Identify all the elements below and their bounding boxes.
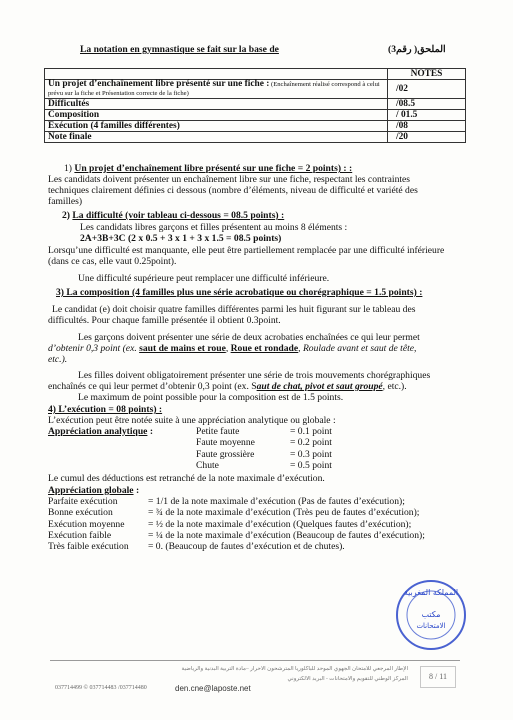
- difficulty-formula: 2A+3B+3C (2 x 0.5 + 3 x 1 + 3 x 1.5 = 08.5 points): [80, 233, 282, 244]
- section-1-text: Les candidats doivent présenter un enchaînement libre sur une fiche, respectant les contraintes: [48, 174, 411, 185]
- section-3-text: Le candidat (e) doit choisir quatre familles différentes parmi les huit figurant sur le tableau des: [52, 304, 416, 315]
- section-2-title: 2) La difficulté (voir tableau ci-dessous = 08.5 points) :: [62, 210, 285, 221]
- table-row: [45, 80, 466, 99]
- section-4-text: Le cumul des déductions est retranché de la note maximale d’exécution.: [48, 473, 325, 484]
- row-value: /08: [388, 121, 466, 132]
- fault-name: Chute: [196, 460, 219, 471]
- footer-line-2: المركز الوطني للتقويم والامتحانات - البريد الالكتروني: [287, 676, 408, 682]
- footer-email: den.cne@laposte.net: [175, 684, 251, 693]
- row-label: Difficultés: [45, 99, 388, 110]
- section-3-text: d’obtenir 0,3 point (ex. saut de mains et roue, Roue et rondade, Roulade avant et saut de tête,: [48, 343, 417, 354]
- row-label: Note finale: [45, 132, 388, 143]
- footer-divider: [50, 660, 460, 661]
- fault-name: Petite faute: [196, 426, 240, 437]
- table-row: [45, 110, 466, 121]
- section-2-text: (dans ce cas, elle vaut 0.25point).: [48, 256, 177, 267]
- row-value: /08.5: [388, 99, 466, 110]
- section-3-text: Les garçons doivent présenter une série de deux acrobaties enchaînées ce qui leur permet: [78, 332, 420, 343]
- global-value: = ½ de la note maximale d’exécution (Quelques fautes d’exécution);: [148, 519, 412, 530]
- fault-value: = 0.5 point: [290, 460, 332, 471]
- fault-name: Faute grossière: [196, 449, 255, 460]
- table-row: [45, 121, 466, 132]
- stamp-text-top: المملكة المغربية: [403, 588, 459, 597]
- section-1-text: familles): [48, 196, 83, 207]
- row-label: Exécution (4 familles différentes): [45, 121, 388, 132]
- page-number: 8 / 11: [420, 666, 456, 688]
- row-value: / 01.5: [388, 110, 466, 121]
- global-name: Bonne exécution: [48, 507, 113, 518]
- table-row: [45, 99, 466, 110]
- global-name: Très faible exécution: [48, 541, 129, 552]
- fault-name: Faute moyenne: [196, 437, 255, 448]
- global-value: = 0. (Beaucoup de fautes d’exécution et de chutes).: [148, 541, 345, 552]
- section-2-text: Une difficulté supérieure peut remplacer une difficulté inférieure.: [78, 273, 330, 284]
- section-3-text: etc.).: [48, 354, 68, 365]
- section-2-text: Lorsqu’une difficulté est manquante, elle peut être partiellement remplacée par une difficulté inférieure: [48, 245, 445, 256]
- row-label: Composition: [45, 110, 388, 121]
- fault-value: = 0.3 point: [290, 449, 332, 460]
- section-3-title: 3) La composition (4 familles plus une série acrobatique ou chorégraphique = 1.5 points) :: [56, 287, 423, 298]
- table-row: [45, 132, 466, 143]
- fault-value: = 0.2 point: [290, 437, 332, 448]
- section-2-text: Les candidats libres garçons et filles présentent au moins 8 éléments :: [80, 222, 348, 233]
- global-name: Parfaite exécution: [48, 496, 118, 507]
- stamp-text-bottom: الامتحانات: [416, 622, 446, 630]
- section-4-title: 4) L’exécution = 08 points) :: [48, 404, 163, 415]
- global-value: = 1/1 de la note maximale d’exécution (Pas de fautes d’exécution);: [148, 496, 405, 507]
- global-label: Appréciation globale :: [48, 485, 140, 496]
- row-value: /20: [388, 132, 466, 143]
- notes-table: [44, 68, 466, 143]
- row-label: Un projet d’enchaînement libre présenté sur une fiche :: [48, 79, 270, 89]
- section-1-title: 1) Un projet d’enchaînement libre présenté sur une fiche = 2 points) : :: [64, 163, 353, 174]
- global-value: = ¾ de la note maximale d’exécution (Très peu de fautes d’exécution);: [148, 507, 420, 518]
- row-value: /02: [388, 80, 466, 99]
- row-note: (Enchaînement réalisé correspond à celui prévu sur la fiche et Présentation correcte de la fiche): [48, 81, 380, 97]
- notes-column-header: NOTES: [388, 69, 466, 80]
- stamp-text-mid: مكتب: [421, 610, 441, 619]
- section-3-text: enchaînés ce qui leur permet d’obtenir 0,3 point (ex. Saut de chat, pivot et saut groupé, etc.).: [48, 381, 407, 392]
- global-value: = ¼ de la note maximale d’exécution (Beaucoup de fautes d’exécution);: [148, 530, 425, 541]
- table-header-row: [45, 69, 466, 80]
- official-stamp: [394, 578, 468, 652]
- global-name: Exécution faible: [48, 530, 112, 541]
- section-3-text: Le maximum de point possible pour la composition est de 1.5 points.: [78, 392, 344, 403]
- section-1-text: techniques clairement définies ci dessous (nombre d’éléments, niveau de difficulté et variété des: [48, 185, 418, 196]
- section-3-text: difficultés. Pour chaque famille présentée il obtient 0.3point.: [48, 315, 281, 326]
- page-heading: La notation en gymnastique se fait sur la base de: [80, 44, 279, 55]
- section-3-text: Les filles doivent obligatoirement présenter une série de trois mouvements chorégraphiques: [78, 370, 431, 381]
- analytic-label: Appréciation analytique :: [48, 426, 154, 437]
- global-name: Exécution moyenne: [48, 519, 125, 530]
- annex-label: الملحق( رقم3): [388, 44, 446, 55]
- footer-phones: 037714499 © 037714483 /037714480: [55, 685, 147, 691]
- footer-line-1: الإطار المرجعي للامتحان الجهوي الموحد للباكلوريا المترشحون الأحرار –مادة التربية البدنية والرياضية: [181, 666, 408, 672]
- section-4-text: L’exécution peut être notée suite à une appréciation analytique ou globale :: [48, 415, 336, 426]
- fault-value: = 0.1 point: [290, 426, 332, 437]
- stamp-graphic: [394, 578, 468, 652]
